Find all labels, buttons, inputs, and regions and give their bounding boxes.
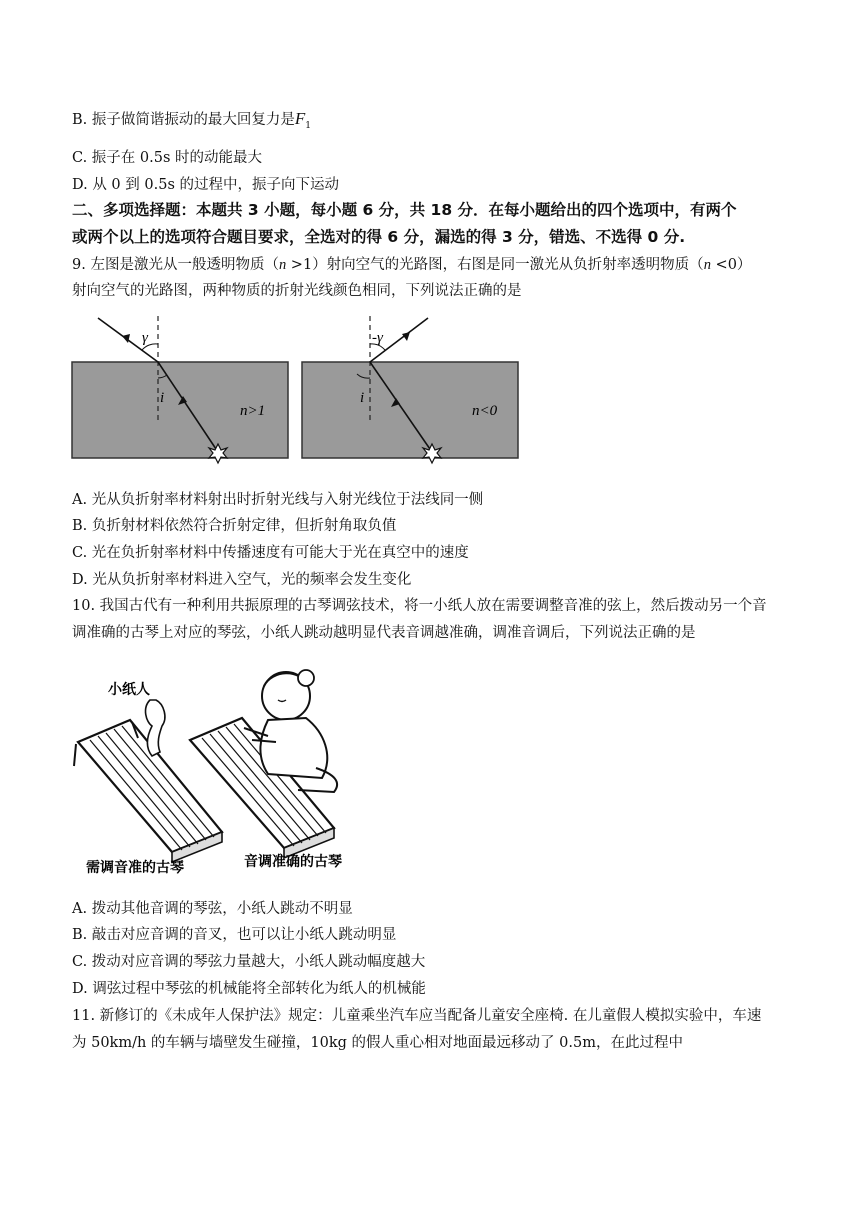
q9-stem-line1 bbox=[72, 253, 751, 274]
q10-option-a: A. 拨动其他音调的琴弦，小纸人跳动不明显 bbox=[72, 901, 353, 917]
q9-stem-text-c: ） bbox=[736, 257, 752, 273]
left-gamma-label: γ bbox=[142, 330, 148, 346]
q11-stem-line1: 11. 新修订的《未成年人保护法》规定：儿童乘坐汽车应当配备儿童安全座椅. 在儿童假人模拟实验中，车速 bbox=[72, 1008, 762, 1024]
q8-option-b-text: B. 振子做简谐振动的最大回复力是 bbox=[72, 112, 295, 128]
q8-option-b-math: F bbox=[294, 109, 306, 128]
right-i-label: i bbox=[360, 390, 365, 406]
q9-stem-text-a: 9. 左图是激光从一般透明物质（ bbox=[72, 257, 279, 273]
left-i-label: i bbox=[160, 390, 165, 406]
q10-guqin-figure bbox=[72, 656, 372, 882]
right-n-label: n<0 bbox=[472, 403, 498, 419]
q10-option-d: D. 调弦过程中琴弦的机械能将全部转化为纸人的机械能 bbox=[72, 981, 426, 997]
q10-option-b: B. 敲击对应音调的音叉，也可以让小纸人跳动明显 bbox=[72, 927, 397, 943]
q10-stem-line1: 10. 我国古代有一种利用共振原理的古琴调弦技术，将一小纸人放在需要调整音准的弦上，然后拨动另一个音 bbox=[72, 598, 767, 614]
q9-option-b: B. 负折射材料依然符合折射定律，但折射角取负值 bbox=[72, 518, 397, 534]
right-gamma-label: -γ bbox=[372, 330, 383, 346]
q9-stem-text-b: ）射向空气的光路图，右图是同一激光从负折射率透明物质（ bbox=[312, 257, 704, 273]
q9-stem-line2: 射向空气的光路图，两种物质的折射光线颜色相同，下列说法正确的是 bbox=[72, 283, 522, 299]
q10-stem-line2: 调准确的古琴上对应的琴弦，小纸人跳动越明显代表音调越准确，调准音调后，下列说法正确的是 bbox=[72, 625, 696, 641]
q9-math-n1: n bbox=[278, 257, 287, 273]
q9-math-gt1: >1 bbox=[286, 257, 313, 273]
q9-option-c: C. 光在负折射率材料中传播速度有可能大于光在真空中的速度 bbox=[72, 545, 469, 561]
q8-option-c: C. 振子在 0.5s 时的动能最大 bbox=[72, 150, 263, 166]
q8-option-b-sub: 1 bbox=[305, 120, 311, 131]
left-n-label: n>1 bbox=[240, 403, 266, 419]
q11-stem-line2: 为 50km/h 的车辆与墙壁发生碰撞，10kg 的假人重心相对地面最远移动了 0.5m，在此过程中 bbox=[72, 1035, 683, 1051]
q9-refraction-figure bbox=[70, 312, 522, 470]
section2-heading-line2: 或两个以上的选项符合题目要求，全选对的得 6 分，漏选的得 3 分，错选、不选得 0 分. bbox=[72, 228, 686, 246]
q8-option-d: D. 从 0 到 0.5s 的过程中，振子向下运动 bbox=[72, 177, 339, 193]
q9-option-d: D. 光从负折射率材料进入空气，光的频率会发生变化 bbox=[72, 572, 412, 588]
q8-option-b bbox=[72, 108, 311, 131]
left-guqin-label: 需调音准的古琴 bbox=[86, 861, 184, 876]
section2-heading-line1: 二、多项选择题：本题共 3 小题，每小题 6 分，共 18 分．在每小题给出的四个选项中，有两个 bbox=[72, 201, 737, 219]
q9-math-lt0: <0 bbox=[710, 257, 737, 273]
q10-option-c: C. 拨动对应音调的琴弦力量越大，小纸人跳动幅度越大 bbox=[72, 954, 426, 970]
right-guqin-label: 音调准确的古琴 bbox=[244, 855, 342, 870]
paper-figure-icon bbox=[146, 700, 165, 756]
q9-math-n2: n bbox=[703, 257, 711, 273]
paper-figure-label: 小纸人 bbox=[108, 683, 150, 698]
q9-option-a: A. 光从负折射率材料射出时折射光线与入射光线位于法线同一侧 bbox=[72, 492, 484, 508]
left-refracted-arrow bbox=[122, 334, 130, 343]
